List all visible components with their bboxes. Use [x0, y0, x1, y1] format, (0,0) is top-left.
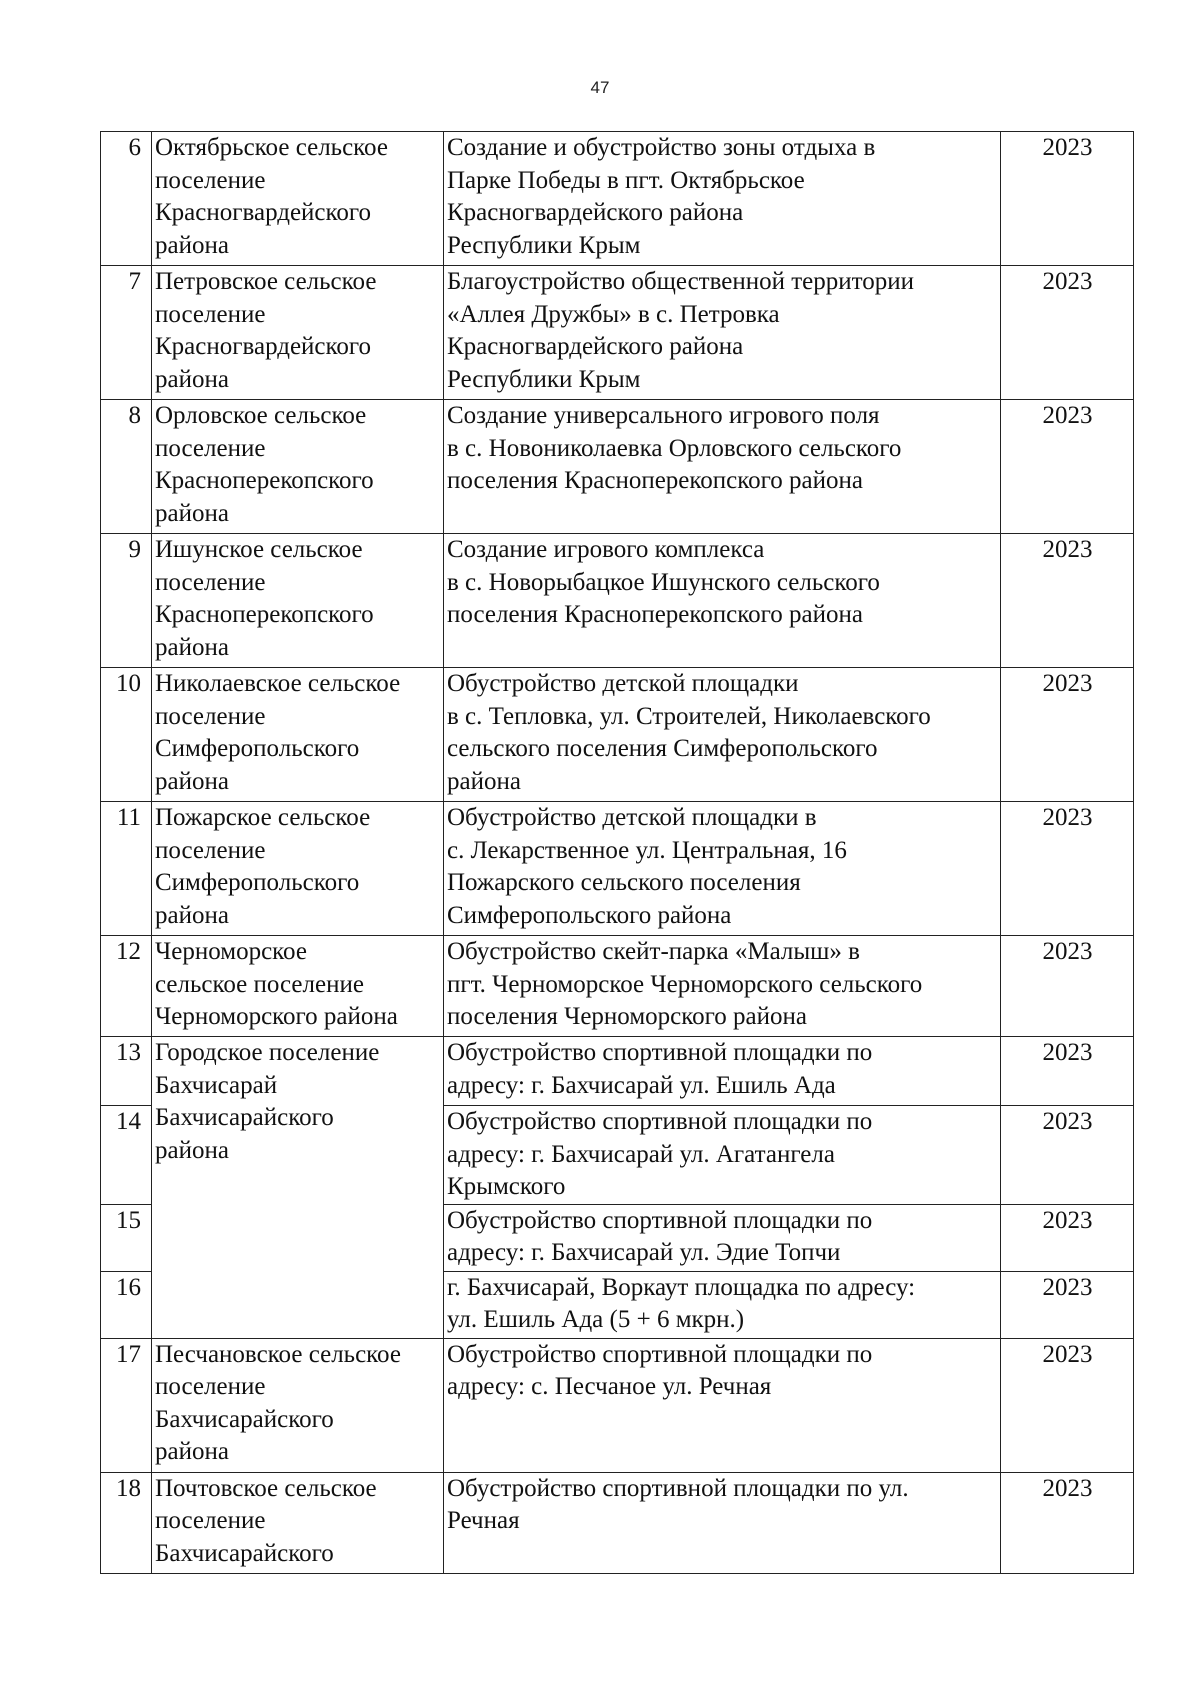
settlement-cell [152, 1472, 444, 1573]
page-number: 47 [590, 78, 610, 97]
table-row [101, 802, 1134, 936]
settlement-line: Орловское сельское [155, 402, 367, 429]
project-cell [444, 1106, 1001, 1205]
settlement-line: Красноперекопского [155, 467, 374, 494]
project-line: Создание универсального игрового поля [447, 402, 880, 429]
settlement-line: поселение [155, 166, 266, 194]
settlement-line: Октябрьское сельское [155, 134, 388, 161]
project-line: Благоустройство общественной территории [447, 268, 914, 295]
project-line: в с. Новорыбацкое Ишунского сельского [447, 568, 880, 596]
project-line: в с. Новониколаевка Орловского сельского [447, 434, 902, 462]
year-cell: 2023 [1001, 1106, 1134, 1205]
project-cell [444, 1472, 1001, 1573]
year-cell: 2023 [1001, 802, 1134, 936]
project-line: адресу: г. Бахчисарай ул. Агатангела [447, 1140, 835, 1168]
table-row [101, 936, 1134, 1037]
settlement-line: района [155, 1136, 229, 1164]
project-line: с. Лекарственное ул. Центральная, 16 [447, 836, 847, 864]
year-cell: 2023 [1001, 534, 1134, 668]
settlement-line: поселение [155, 1373, 266, 1400]
table-row [101, 534, 1134, 668]
project-cell [444, 668, 1001, 802]
settlement-line: поселение [155, 836, 266, 864]
row-number: 15 [101, 1204, 152, 1271]
project-cell [444, 132, 1001, 266]
settlement-line: поселение [155, 1507, 266, 1534]
table-row [101, 668, 1134, 802]
project-line: Обустройство спортивной площадки по ул. [447, 1474, 909, 1502]
year-cell: 2023 [1001, 1472, 1134, 1573]
settlement-cell [152, 1037, 444, 1339]
settlement-line: поселение [155, 434, 266, 462]
settlement-line: Красноперекопского [155, 601, 374, 628]
project-line: района [447, 767, 521, 795]
project-line: адресу: г. Бахчисарай ул. Эдие Топчи [447, 1239, 841, 1266]
table-row [101, 1037, 1134, 1106]
settlement-cell [152, 668, 444, 802]
settlement-line: Пожарское сельское [155, 804, 371, 831]
project-line: Обустройство скейт-парка «Малыш» в [447, 938, 860, 965]
settlement-line: района [155, 499, 229, 527]
settlement-line: Ишунское сельское [155, 536, 363, 563]
settlement-line: поселение [155, 568, 266, 596]
settlement-cell [152, 802, 444, 936]
settlement-line: Красногвардейского [155, 333, 372, 360]
settlement-cell [152, 936, 444, 1037]
projects-table [100, 131, 1134, 1574]
year-cell: 2023 [1001, 132, 1134, 266]
project-line: «Аллея Дружбы» в с. Петровка [447, 300, 780, 328]
row-number: 6 [101, 132, 152, 266]
project-line: Обустройство детской площадки в [447, 804, 817, 831]
project-cell [444, 1338, 1001, 1472]
project-line: поселения Красноперекопского района [447, 467, 863, 494]
project-line: Обустройство спортивной площадки по [447, 1340, 873, 1368]
project-line: поселения Красноперекопского района [447, 601, 863, 628]
settlement-line: Николаевское сельское [155, 670, 401, 697]
project-line: Обустройство детской площадки [447, 670, 799, 697]
settlement-cell [152, 400, 444, 534]
project-line: Парке Победы в пгт. Октябрьское [447, 166, 805, 194]
row-number: 18 [101, 1472, 152, 1573]
settlement-line: поселение [155, 300, 266, 328]
project-cell [444, 936, 1001, 1037]
project-line: Создание и обустройство зоны отдыха в [447, 134, 876, 161]
row-number: 9 [101, 534, 152, 668]
row-number: 16 [101, 1271, 152, 1338]
project-cell [444, 266, 1001, 400]
row-number: 17 [101, 1338, 152, 1472]
project-line: Крымского [447, 1173, 566, 1200]
row-number: 12 [101, 936, 152, 1037]
row-number: 8 [101, 400, 152, 534]
settlement-line: Бахчисарайского [155, 1539, 334, 1567]
year-cell: 2023 [1001, 1204, 1134, 1271]
project-line: Обустройство спортивной площадки по [447, 1108, 873, 1135]
settlement-line: Симферопольского [155, 869, 360, 896]
settlement-cell [152, 266, 444, 400]
project-line: Симферопольского района [447, 901, 732, 929]
project-line: адресу: с. Песчаное ул. Речная [447, 1373, 772, 1400]
table-row [101, 400, 1134, 534]
settlement-line: Симферопольского [155, 735, 360, 762]
settlement-line: района [155, 767, 229, 795]
project-line: сельского поселения Симферопольского [447, 735, 878, 762]
settlement-line: Черноморское [155, 938, 307, 965]
settlement-line: района [155, 901, 229, 929]
project-cell [444, 802, 1001, 936]
table-row [101, 266, 1134, 400]
settlement-cell [152, 534, 444, 668]
year-cell: 2023 [1001, 668, 1134, 802]
project-line: Речная [447, 1507, 520, 1534]
year-cell: 2023 [1001, 1338, 1134, 1472]
settlement-line: района [155, 1438, 229, 1465]
settlement-line: Бахчисарай [155, 1071, 278, 1099]
year-cell: 2023 [1001, 1271, 1134, 1338]
table-row [101, 1338, 1134, 1472]
settlement-line: сельское поселение [155, 970, 364, 998]
table-row [101, 1472, 1134, 1573]
year-cell: 2023 [1001, 936, 1134, 1037]
project-cell [444, 1271, 1001, 1338]
project-line: Красногвардейского района [447, 333, 744, 360]
project-cell [444, 1037, 1001, 1106]
project-cell [444, 400, 1001, 534]
year-cell: 2023 [1001, 1037, 1134, 1106]
settlement-line: Городское поселение [155, 1039, 380, 1066]
year-cell: 2023 [1001, 400, 1134, 534]
project-line: Республики Крым [447, 231, 641, 259]
settlement-line: района [155, 231, 229, 259]
project-line: Создание игрового комплекса [447, 536, 765, 563]
settlement-line: Красногвардейского [155, 199, 372, 226]
settlement-line: Петровское сельское [155, 268, 377, 295]
settlement-line: Бахчисарайского [155, 1104, 334, 1131]
row-number: 13 [101, 1037, 152, 1106]
settlement-cell [152, 1338, 444, 1472]
row-number: 10 [101, 668, 152, 802]
project-line: адресу: г. Бахчисарай ул. Ешиль Ада [447, 1071, 836, 1099]
settlement-line: Почтовское сельское [155, 1474, 377, 1502]
row-number: 7 [101, 266, 152, 400]
project-line: Красногвардейского района [447, 199, 744, 226]
project-cell [444, 534, 1001, 668]
year-cell: 2023 [1001, 266, 1134, 400]
settlement-line: района [155, 365, 229, 393]
project-line: Республики Крым [447, 365, 641, 393]
project-line: пгт. Черноморское Черноморского сельского [447, 970, 923, 998]
project-line: Обустройство спортивной площадки по [447, 1039, 873, 1066]
project-line: Пожарского сельского поселения [447, 869, 801, 896]
settlement-cell [152, 132, 444, 266]
settlement-line: поселение [155, 702, 266, 730]
project-line: ул. Ешиль Ада (5 + 6 мкрн.) [447, 1306, 745, 1333]
project-line: г. Бахчисарай, Воркаут площадка по адресу: [447, 1273, 916, 1301]
project-line: поселения Черноморского района [447, 1003, 807, 1030]
settlement-line: Черноморского района [155, 1003, 398, 1030]
row-number: 11 [101, 802, 152, 936]
project-cell [444, 1204, 1001, 1271]
project-line: Обустройство спортивной площадки по [447, 1206, 873, 1234]
settlement-line: района [155, 633, 229, 661]
settlement-line: Бахчисарайского [155, 1405, 334, 1433]
project-line: в с. Тепловка, ул. Строителей, Николаевского [447, 702, 931, 730]
settlement-line: Песчановское сельское [155, 1340, 401, 1368]
table-row [101, 132, 1134, 266]
row-number: 14 [101, 1106, 152, 1205]
